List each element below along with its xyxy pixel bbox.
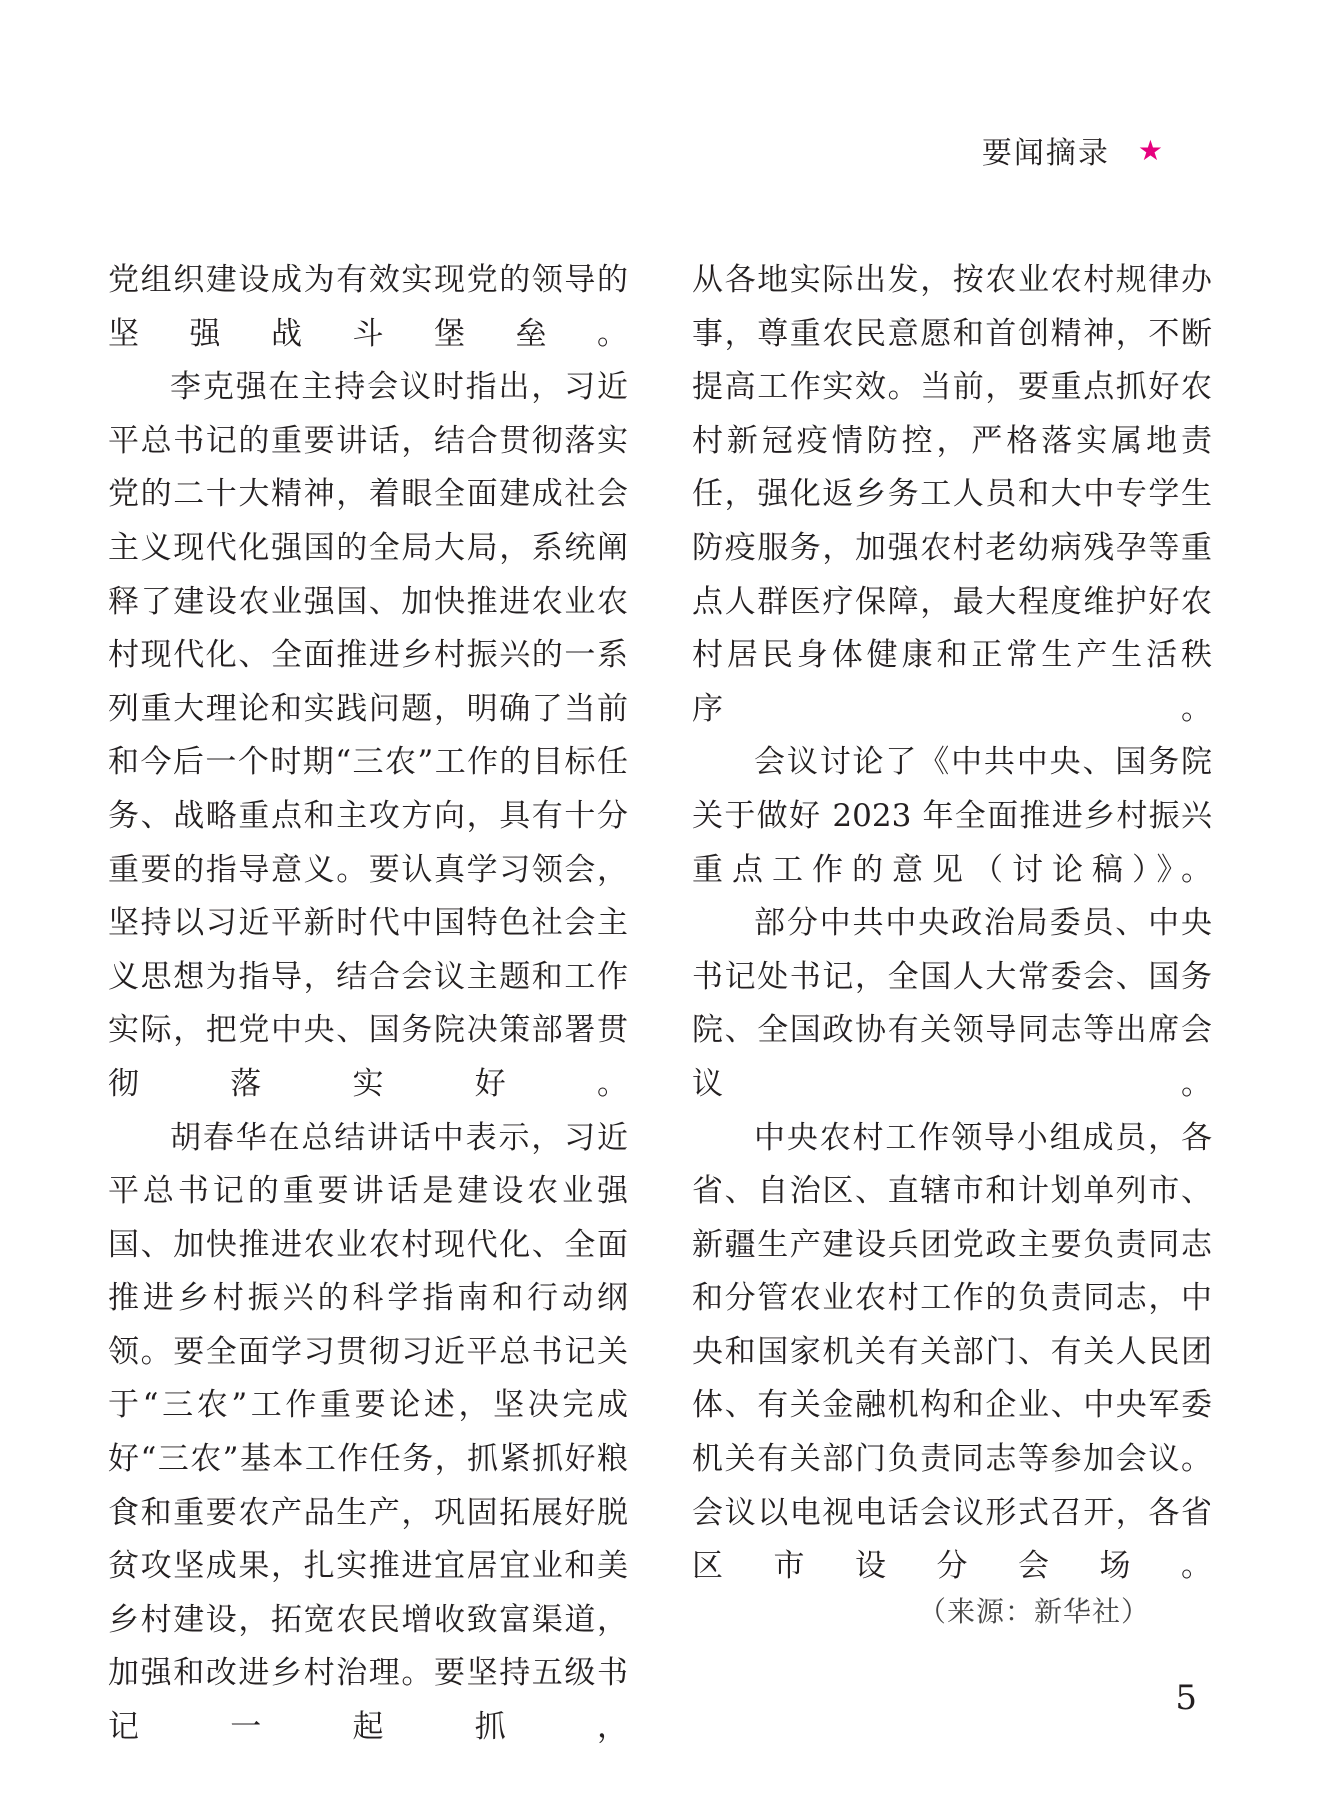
- paragraph-participants: 中央农村工作领导小组成员，各省、自治区、直辖市和计划单列市、新疆生产建设兵团党政主要负责同志和分管农业农村工作的负责同志，中央和国家机关有关部门、有关人民团体、有关金融机构和企业、中央军委机关有关部门负责同志等参加会议。会议以电视电话会议形式召开，各省区市设分会场。: [692, 1119, 1212, 1585]
- left-column: [108, 254, 628, 1755]
- paragraph-attendees: 部分中共中央政治局委员、中央书记处书记，全国人大常委会、国务院、全国政协有关领导同志等出席会议。: [692, 905, 1212, 1102]
- paragraph-continued-right: 从各地实际出发，按农业农村规律办事，尊重农民意愿和首创精神，不断提高工作实效。当前，要重点抓好农村新冠疫情防控，严格落实属地责任，强化返乡务工人员和大中专学生防疫服务，加强农村老幼病残孕等重点人群医疗保障，最大程度维护好农村居民身体健康和正常生产生活秩序。: [692, 262, 1212, 727]
- page-number: 5: [1175, 1678, 1197, 1718]
- star-icon: ★: [1137, 133, 1165, 167]
- paragraph-hu-chunhua: 胡春华在总结讲话中表示，习近平总书记的重要讲话是建设农业强国、加快推进农业农村现代化、全面推进乡村振兴的科学指南和行动纲领。要全面学习贯彻习近平总书记关于“三农”工作重要论述，坚决完成好“三农”基本工作任务，抓紧抓好粮食和重要农产品生产，巩固拓展好脱贫攻坚成果，扎实推进宜居宜业和美乡村建设，拓宽农民增收致富渠道，加强和改进乡村治理。要坚持五级书记一起抓，: [108, 1119, 628, 1746]
- section-title: 要闻摘录: [981, 136, 1110, 171]
- section-header: [982, 128, 1165, 172]
- paragraph-li-keqiang: 李克强在主持会议时指出，习近平总书记的重要讲话，结合贯彻落实党的二十大精神，着眼全面建成社会主义现代化强国的全局大局，系统阐释了建设农业强国、加快推进农业农村现代化、全面推进乡村振兴的一系列重大理论和实践问题，明确了当前和今后一个时期“三农”工作的目标任务、战略重点和主攻方向，具有十分重要的指导意义。要认真学习领会，坚持以习近平新时代中国特色社会主义思想为指导，结合会议主题和工作实际，把党中央、国务院决策部署贯彻落实好。: [108, 369, 628, 1102]
- paragraph-meeting-discussion: 会议讨论了《中共中央、国务院关于做好 2023 年全面推进乡村振兴重点工作的意见（讨论稿）》。: [692, 744, 1212, 888]
- source-credit: （来源：新华社）: [917, 1595, 1150, 1628]
- paragraph-continued: 党组织建设成为有效实现党的领导的坚强战斗堡垒。: [108, 262, 628, 352]
- right-column: [692, 254, 1212, 1594]
